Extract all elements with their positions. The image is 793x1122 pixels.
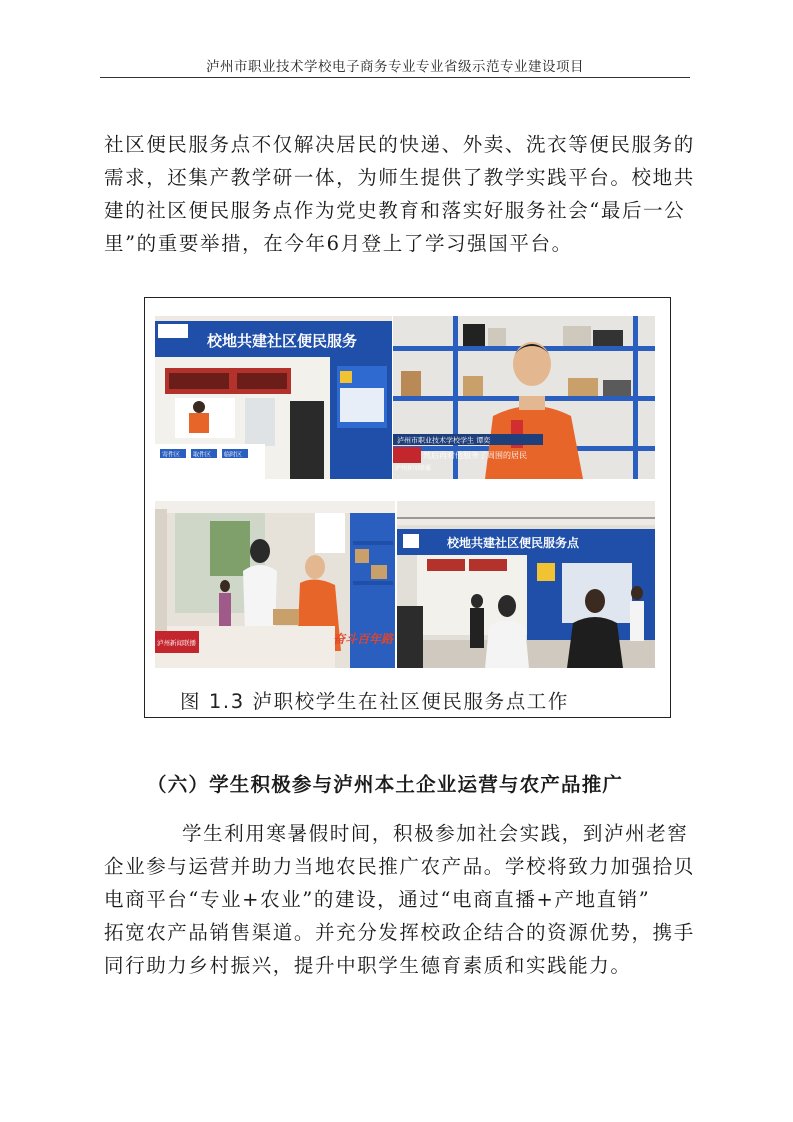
interview-logo: 泸州新闻联播	[395, 465, 432, 472]
paragraph-line: 企业参与运营并助力当地农民推广农产品。学校将致力加强拾贝	[104, 855, 695, 878]
paragraph-line: 学生利用寒暑假时间，积极参加社会实践，到泸州老窖	[182, 822, 689, 845]
interview-subtitle-name: 泸州市职业技术学校学生 谭奕	[397, 436, 491, 445]
storefront-sign: 校地共建社区便民服务	[207, 332, 358, 350]
desk-label: 临时区	[224, 451, 243, 459]
photo-parcel-handover	[155, 501, 395, 668]
desk-label: 寄件区	[162, 451, 181, 459]
paragraph-line: 社区便民服务点不仅解决居民的快递、外卖、洗衣等便民服务的	[104, 133, 695, 156]
paragraph-line: 同行助力乡村振兴，提升中职学生德育素质和实践能力。	[104, 954, 632, 977]
interview-subtitle: 然后再对他服务了周围的居民	[423, 451, 527, 460]
parcel-logo: 泸州新闻联播	[157, 639, 196, 647]
visitors-sign: 校地共建社区便民服务点	[447, 536, 580, 550]
figure-frame	[144, 297, 671, 718]
photo-interview	[393, 316, 655, 479]
header-rule	[100, 77, 690, 78]
paragraph-line: 里”的重要举措，在今年6月登上了学习强国平台。	[104, 232, 573, 255]
photo-visitors	[397, 501, 655, 668]
photo-storefront	[155, 316, 392, 479]
paragraph-community-service	[104, 128, 695, 260]
paragraph-line: 电商平台“专业+农业”的建设，通过“电商直播+产地直销”	[104, 888, 651, 911]
section-heading: （六）学生积极参与泸州本土企业运营与农产品推广	[147, 773, 624, 796]
paragraph-student-practice	[104, 817, 695, 982]
paragraph-line: 需求，还集产教学研一体，为师生提供了教学实践平台。校地共	[104, 166, 695, 189]
figure-caption: 图 1.3 泸职校学生在社区便民服务点工作	[180, 690, 570, 713]
parcel-slogan: 奋斗百年路	[333, 632, 394, 646]
desk-label: 取件区	[193, 451, 212, 459]
paragraph-line: 拓宽农产品销售渠道。并充分发挥校政企结合的资源优势，携手	[104, 921, 695, 944]
paragraph-line: 建的社区便民服务点作为党史教育和落实好服务社会“最后一公	[104, 199, 686, 222]
page-header: 泸州市职业技术学校电子商务专业专业省级示范专业建设项目	[206, 59, 584, 75]
